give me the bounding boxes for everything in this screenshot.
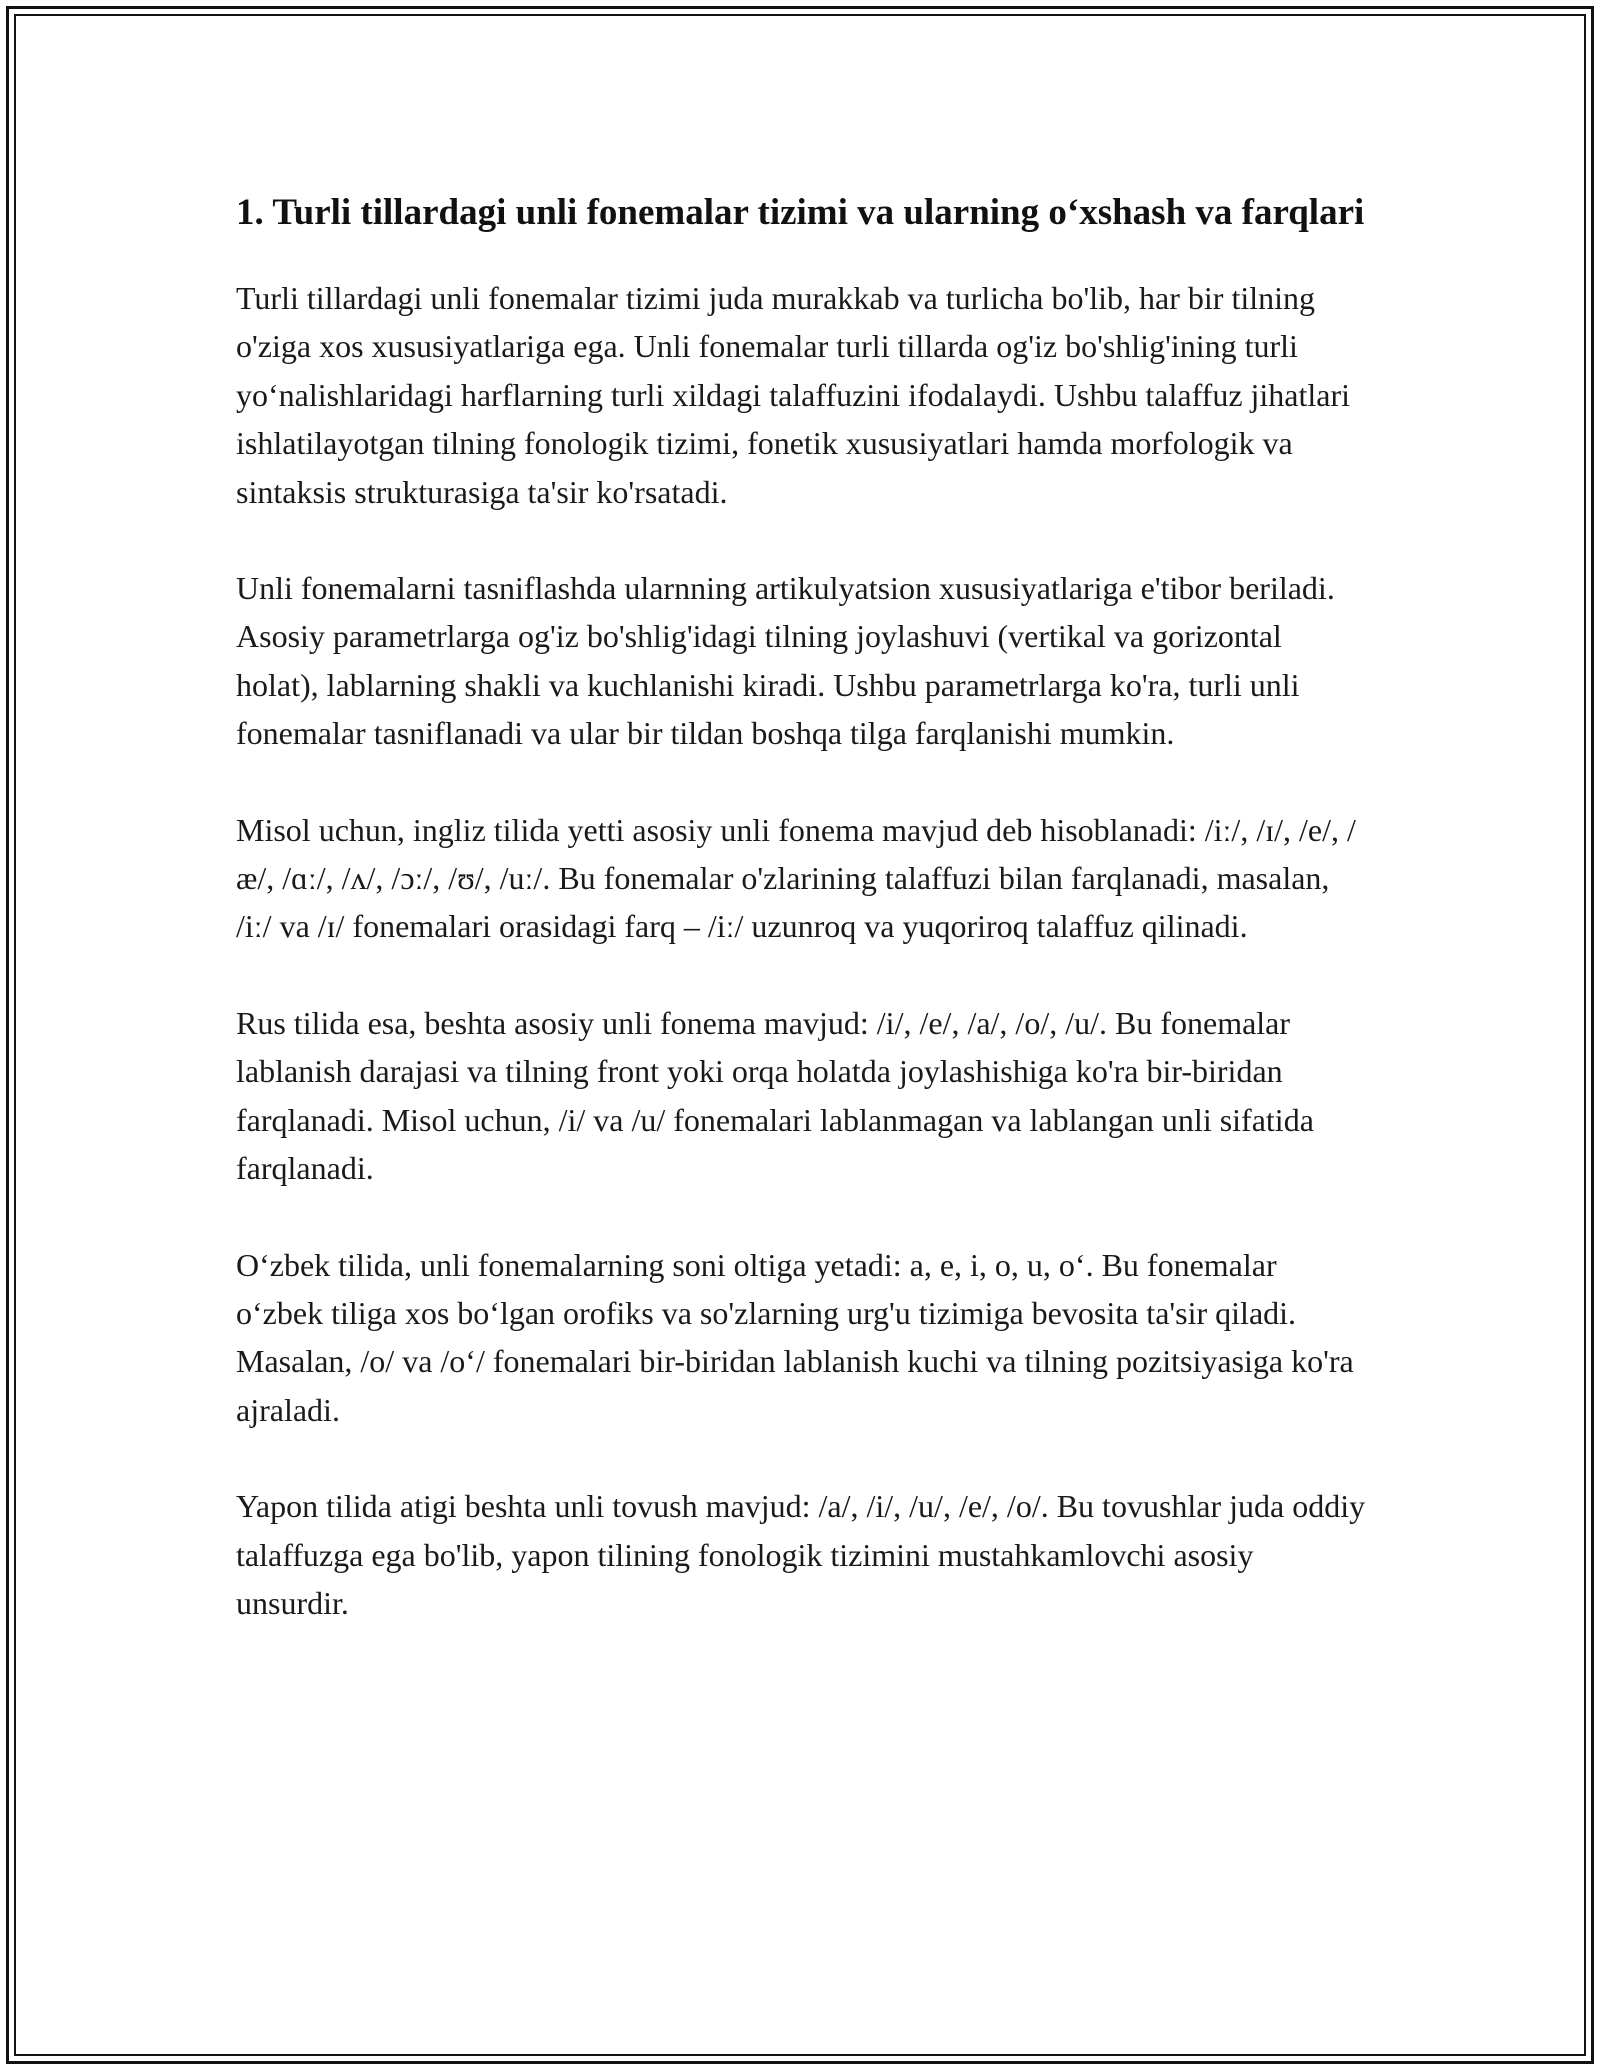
paragraph-intro: Turli tillardagi unli fonemalar tizimi juda murakkab va turlicha bo'lib, har bir tilning o'ziga xos xususiyatlariga ega. Unli fonemalar turli tillarda og'iz bo'shlig'ining turli yo‘nalishlaridagi harflarning turli xildagi talaffuzini ifodalaydi. Ushbu talaffuz jihatlari ishlatilayotgan tilning fonologik tizimi, fonetik xususiyatlari hamda morfologik va sintaksis strukturasiga ta'sir ko'rsatadi. — [236, 280, 1351, 510]
paragraph-russian: Rus tilida esa, beshta asosiy unli fonema mavjud: /i/, /e/, /a/, /o/, /u/. Bu fonemalar lablanish darajasi va tilning front yoki orqa holatda joylashishiga ko'ra bir-biridan farqlanadi. Misol uchun, /i/ va /u/ fonemalari lablanmagan va lablangan unli sifatida farqlanadi. — [236, 1004, 1314, 1187]
document-body — [236, 186, 1366, 1675]
section-heading: 1. Turli tillardagi unli fonemalar tizimi va ularning o‘xshash va farqlari — [236, 192, 1365, 233]
paragraph-japanese: Yapon tilida atigi beshta unli tovush mavjud: /a/, /i/, /u/, /e/, /o/. Bu tovushlar juda oddiy talaffuzga ega bo'lib, yapon tilining fonologik tizimini mustahkamlovchi asosiy unsurdir. — [236, 1488, 1366, 1621]
paragraph-classification: Unli fonemalarni tasniflashda ularnning artikulyatsion xususiyatlariga e'tibor beriladi. Asosiy parametrlarga og'iz bo'shlig'idagi tilning joylashuvi (vertikal va gorizontal holat), lablarning shakli va kuchlanishi kiradi. Ushbu parametrlarga ko'ra, turli unli fonemalar tasniflanadi va ular bir tildan boshqa tilga farqlanishi mumkin. — [236, 570, 1335, 752]
paragraph-uzbek: O‘zbek tilida, unli fonemalarning soni oltiga yetadi: a, e, i, o, u, o‘. Bu fonemalar o‘zbek tiliga xos bo‘lgan orofiks va so'zlarning urg'u tizimiga bevosita ta'sir qiladi. Masalan, /o/ va /o‘/ fonemalari bir-biridan lablanish kuchi va tilning pozitsiyasiga ko'ra ajraladi. — [236, 1246, 1354, 1428]
paragraph-english: Misol uchun, ingliz tilida yetti asosiy unli fonema mavjud deb hisoblanadi: /iː/, /ɪ/, /e/, /æ/, /ɑː/, /ʌ/, /ɔː/, /ʊ/, /uː/. Bu fonemalar o'zlarining talaffuzi bilan farqlanadi, masalan, /iː/ va /ɪ/ fonemalari orasidagi farq – /iː/ uzunroq va yuqoriroq talaffuz qilinadi. — [236, 811, 1356, 945]
